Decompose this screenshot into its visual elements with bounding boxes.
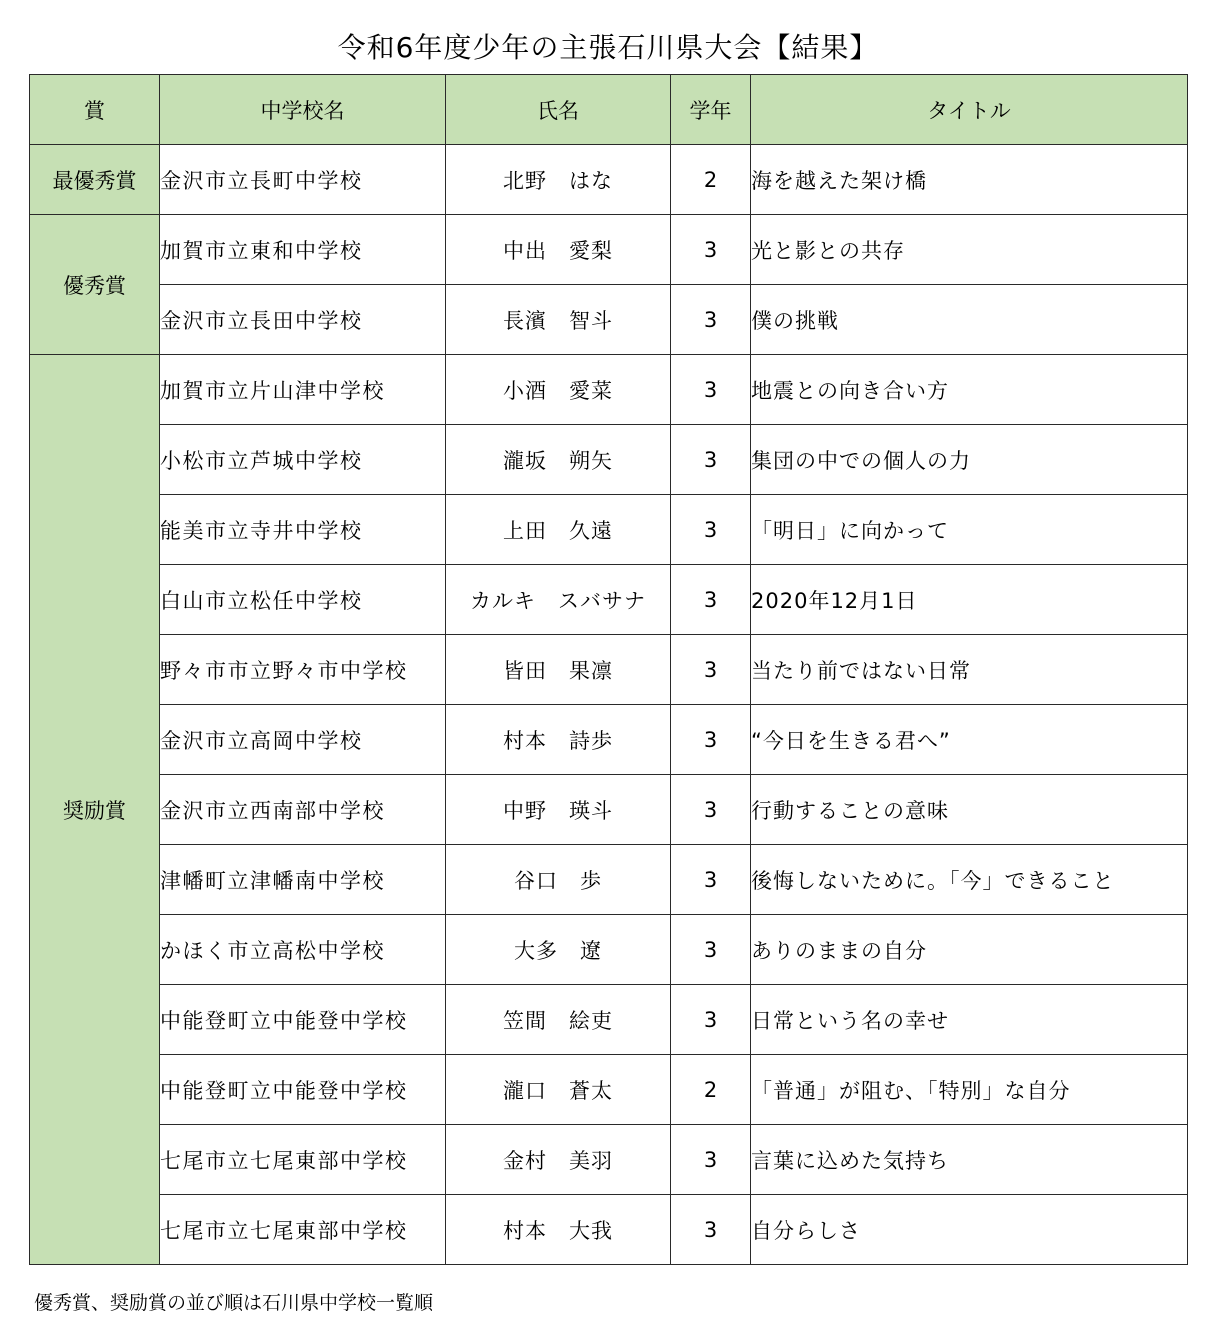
name-cell: カルキ スバサナ bbox=[446, 565, 671, 635]
table-row bbox=[30, 495, 1188, 565]
table-row bbox=[30, 145, 1188, 215]
table-row bbox=[30, 845, 1188, 915]
title-cell: 海を越えた架け橋 bbox=[751, 145, 1188, 215]
name-cell: 金村 美羽 bbox=[446, 1125, 671, 1195]
grade-cell: 2 bbox=[671, 145, 751, 215]
name-cell: 笠間 絵吏 bbox=[446, 985, 671, 1055]
grade-cell: 3 bbox=[671, 285, 751, 355]
title-cell: ありのままの自分 bbox=[751, 915, 1188, 985]
grade-cell: 3 bbox=[671, 1195, 751, 1265]
name-cell: 北野 はな bbox=[446, 145, 671, 215]
grade-cell: 3 bbox=[671, 425, 751, 495]
title-cell: 日常という名の幸せ bbox=[751, 985, 1188, 1055]
title-cell: 行動することの意味 bbox=[751, 775, 1188, 845]
title-cell: 地震との向き合い方 bbox=[751, 355, 1188, 425]
header-award: 賞 bbox=[30, 75, 160, 145]
award-cell: 最優秀賞 bbox=[30, 145, 160, 215]
table-row bbox=[30, 1195, 1188, 1265]
grade-cell: 3 bbox=[671, 565, 751, 635]
table-row bbox=[30, 425, 1188, 495]
table-row bbox=[30, 1125, 1188, 1195]
header-title: タイトル bbox=[751, 75, 1188, 145]
header-name: 氏名 bbox=[446, 75, 671, 145]
table-row bbox=[30, 915, 1188, 985]
grade-cell: 3 bbox=[671, 705, 751, 775]
footnote: 優秀賞、奨励賞の並び順は石川県中学校一覧順 bbox=[34, 1292, 434, 1314]
school-cell: 中能登町立中能登中学校 bbox=[160, 985, 446, 1055]
school-cell: 中能登町立中能登中学校 bbox=[160, 1055, 446, 1125]
title-cell: 自分らしさ bbox=[751, 1195, 1188, 1265]
table-row bbox=[30, 985, 1188, 1055]
school-cell: 小松市立芦城中学校 bbox=[160, 425, 446, 495]
grade-cell: 3 bbox=[671, 495, 751, 565]
table-row bbox=[30, 285, 1188, 355]
table-row bbox=[30, 215, 1188, 285]
table-row bbox=[30, 705, 1188, 775]
name-cell: 大多 遼 bbox=[446, 915, 671, 985]
grade-cell: 3 bbox=[671, 215, 751, 285]
name-cell: 谷口 歩 bbox=[446, 845, 671, 915]
title-cell: 2020年12月1日 bbox=[751, 565, 1188, 635]
title-cell: 「普通」が阻む、「特別」な自分 bbox=[751, 1055, 1188, 1125]
table-row bbox=[30, 355, 1188, 425]
school-cell: 加賀市立東和中学校 bbox=[160, 215, 446, 285]
award-cell: 優秀賞 bbox=[30, 215, 160, 355]
school-cell: 七尾市立七尾東部中学校 bbox=[160, 1125, 446, 1195]
title-cell: 僕の挑戦 bbox=[751, 285, 1188, 355]
title-cell: “今日を生きる君へ” bbox=[751, 705, 1188, 775]
grade-cell: 3 bbox=[671, 985, 751, 1055]
name-cell: 皆田 果凛 bbox=[446, 635, 671, 705]
title-cell: 言葉に込めた気持ち bbox=[751, 1125, 1188, 1195]
table-row bbox=[30, 775, 1188, 845]
grade-cell: 3 bbox=[671, 635, 751, 705]
name-cell: 瀧坂 朔矢 bbox=[446, 425, 671, 495]
name-cell: 村本 詩歩 bbox=[446, 705, 671, 775]
name-cell: 中出 愛梨 bbox=[446, 215, 671, 285]
school-cell: 金沢市立高岡中学校 bbox=[160, 705, 446, 775]
results-table bbox=[29, 74, 1188, 1265]
name-cell: 上田 久遠 bbox=[446, 495, 671, 565]
grade-cell: 3 bbox=[671, 1125, 751, 1195]
school-cell: 白山市立松任中学校 bbox=[160, 565, 446, 635]
award-cell: 奨励賞 bbox=[30, 355, 160, 1265]
grade-cell: 3 bbox=[671, 845, 751, 915]
school-cell: 七尾市立七尾東部中学校 bbox=[160, 1195, 446, 1265]
school-cell: 能美市立寺井中学校 bbox=[160, 495, 446, 565]
name-cell: 小酒 愛菜 bbox=[446, 355, 671, 425]
title-cell: 当たり前ではない日常 bbox=[751, 635, 1188, 705]
table-header-row bbox=[30, 75, 1188, 145]
header-school: 中学校名 bbox=[160, 75, 446, 145]
page-title: 令和6年度少年の主張石川県大会【結果】 bbox=[337, 31, 879, 64]
grade-cell: 3 bbox=[671, 775, 751, 845]
title-cell: 「明日」に向かって bbox=[751, 495, 1188, 565]
title-cell: 集団の中での個人の力 bbox=[751, 425, 1188, 495]
school-cell: 金沢市立西南部中学校 bbox=[160, 775, 446, 845]
table-row bbox=[30, 1055, 1188, 1125]
name-cell: 中野 瑛斗 bbox=[446, 775, 671, 845]
school-cell: 津幡町立津幡南中学校 bbox=[160, 845, 446, 915]
header-grade: 学年 bbox=[671, 75, 751, 145]
school-cell: 金沢市立長田中学校 bbox=[160, 285, 446, 355]
table-row bbox=[30, 565, 1188, 635]
table-row bbox=[30, 635, 1188, 705]
grade-cell: 3 bbox=[671, 355, 751, 425]
grade-cell: 3 bbox=[671, 915, 751, 985]
school-cell: 加賀市立片山津中学校 bbox=[160, 355, 446, 425]
grade-cell: 2 bbox=[671, 1055, 751, 1125]
school-cell: かほく市立高松中学校 bbox=[160, 915, 446, 985]
name-cell: 瀧口 蒼太 bbox=[446, 1055, 671, 1125]
school-cell: 野々市市立野々市中学校 bbox=[160, 635, 446, 705]
name-cell: 長濱 智斗 bbox=[446, 285, 671, 355]
title-cell: 後悔しないために。「今」できること bbox=[751, 845, 1188, 915]
name-cell: 村本 大我 bbox=[446, 1195, 671, 1265]
title-cell: 光と影との共存 bbox=[751, 215, 1188, 285]
school-cell: 金沢市立長町中学校 bbox=[160, 145, 446, 215]
